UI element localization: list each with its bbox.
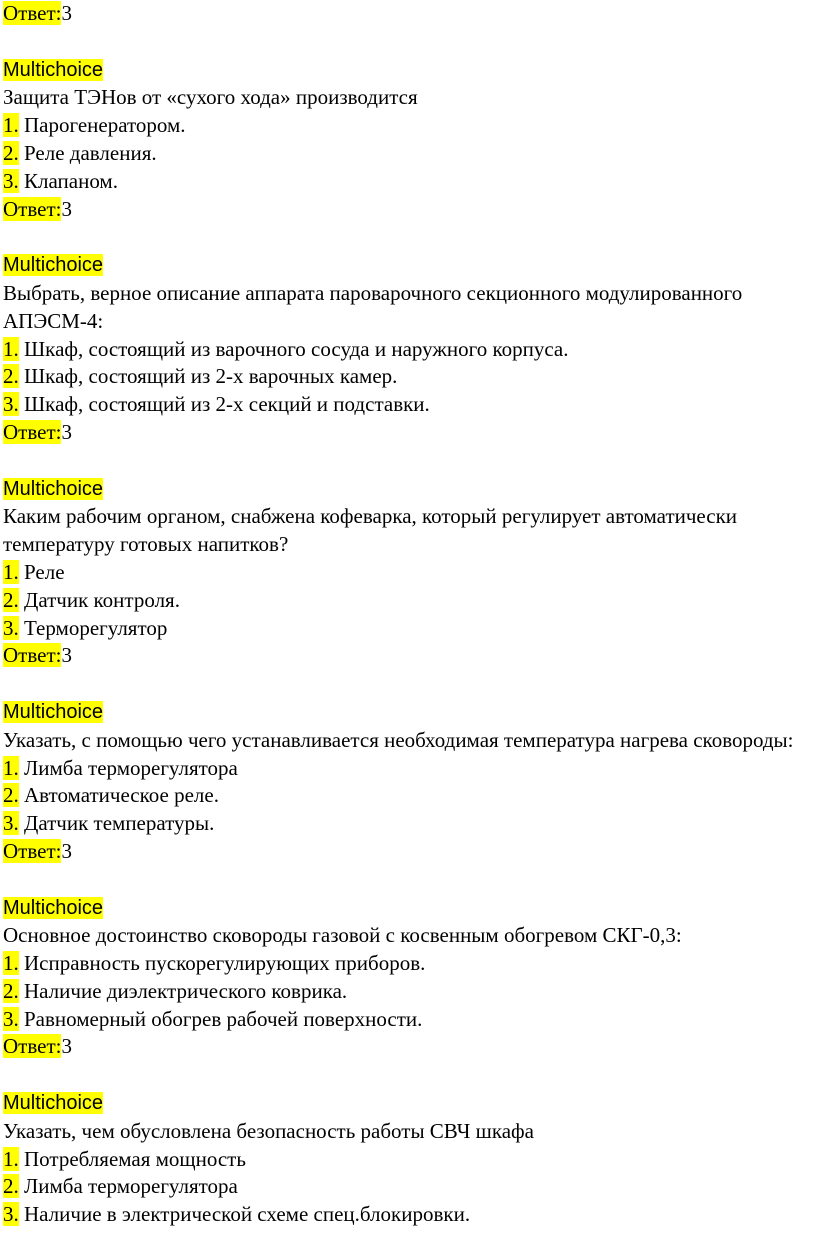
answer-label: Ответ: xyxy=(3,419,62,444)
option-item xyxy=(3,112,813,140)
option-text: Клапаном. xyxy=(18,168,118,193)
question-type-label: Multichoice xyxy=(3,1092,104,1115)
option-number: 1. xyxy=(3,336,19,361)
spacer xyxy=(3,28,813,56)
option-number: 2. xyxy=(3,783,19,808)
option-item xyxy=(3,363,813,391)
question-text: Защита ТЭНов от «сухого хода» производится xyxy=(3,85,418,110)
option-number: 2. xyxy=(3,364,19,389)
question-block xyxy=(3,894,813,1090)
option-item xyxy=(3,168,813,196)
answer-label: Ответ: xyxy=(3,643,62,668)
answer-value: 3 xyxy=(61,1034,72,1059)
question-type-label: Multichoice xyxy=(3,254,104,277)
answer-value: 3 xyxy=(61,643,72,668)
question-block xyxy=(3,698,813,894)
option-item xyxy=(3,1006,813,1034)
question-block xyxy=(3,475,813,698)
question-block xyxy=(3,251,813,474)
option-item xyxy=(3,140,813,168)
document-body xyxy=(3,0,813,1229)
spacer xyxy=(3,447,813,475)
spacer xyxy=(3,866,813,894)
option-item xyxy=(3,782,813,810)
question-text: Указать, чем обусловлена безопасность работы СВЧ шкафа xyxy=(3,1118,534,1143)
option-text: Лимба терморегулятора xyxy=(18,755,238,780)
option-number: 3. xyxy=(3,811,19,836)
option-number: 2. xyxy=(3,978,19,1003)
answer-value: 3 xyxy=(61,196,72,221)
question-type-label: Multichoice xyxy=(3,700,104,723)
question-text: Выбрать, верное описание аппарата пароварочного секционного модулированного АПЭСМ-4: xyxy=(3,280,743,333)
option-number: 1. xyxy=(3,113,19,138)
option-item xyxy=(3,336,813,364)
answer-line xyxy=(3,1033,813,1061)
option-item xyxy=(3,1173,813,1201)
question-text: Указать, с помощью чего устанавливается необходимая температура нагрева сковороды: xyxy=(3,727,794,752)
option-text: Датчик контроля. xyxy=(18,587,180,612)
answer-line xyxy=(3,419,813,447)
option-number: 3. xyxy=(3,615,19,640)
spacer xyxy=(3,1061,813,1089)
option-number: 3. xyxy=(3,168,19,193)
answer-value: 3 xyxy=(61,1,72,25)
option-number: 2. xyxy=(3,140,19,165)
option-text: Реле xyxy=(18,559,65,584)
answer-value: 3 xyxy=(61,838,72,863)
spacer xyxy=(3,670,813,698)
answer-line xyxy=(3,196,813,224)
option-number: 2. xyxy=(3,1174,19,1199)
option-number: 2. xyxy=(3,587,19,612)
option-item xyxy=(3,559,813,587)
answer-line xyxy=(3,0,813,28)
option-item xyxy=(3,950,813,978)
option-text: Потребляемая мощность xyxy=(18,1146,246,1171)
option-item xyxy=(3,810,813,838)
option-number: 1. xyxy=(3,951,19,976)
answer-value: 3 xyxy=(61,419,72,444)
question-text: Основное достоинство сковороды газовой с косвенным обогревом СКГ-0,3: xyxy=(3,923,682,948)
spacer xyxy=(3,223,813,251)
answer-label: Ответ: xyxy=(3,838,62,863)
answer-label: Ответ: xyxy=(3,1,62,25)
question-text: Каким рабочим органом, снабжена кофеварка, который регулирует автоматически температуру готовых напитков? xyxy=(3,504,738,557)
question-block xyxy=(3,56,813,252)
option-item xyxy=(3,615,813,643)
answer-line xyxy=(3,838,813,866)
answer-label: Ответ: xyxy=(3,1034,62,1059)
option-number: 1. xyxy=(3,559,19,584)
answer-label: Ответ: xyxy=(3,196,62,221)
option-text: Датчик температуры. xyxy=(18,811,215,836)
option-item xyxy=(3,755,813,783)
question-type-label: Multichoice xyxy=(3,477,104,500)
option-text: Наличие в электрической схеме спец.блокировки. xyxy=(18,1202,471,1227)
option-item xyxy=(3,587,813,615)
question-type-label: Multichoice xyxy=(3,58,104,81)
answer-line xyxy=(3,642,813,670)
option-text: Автоматическое реле. xyxy=(18,783,219,808)
option-text: Реле давления. xyxy=(18,140,157,165)
option-text: Наличие диэлектрического коврика. xyxy=(18,978,348,1003)
question-type-label: Multichoice xyxy=(3,896,104,919)
option-text: Равномерный обогрев рабочей поверхности. xyxy=(18,1006,423,1031)
option-number: 3. xyxy=(3,392,19,417)
option-text: Шкаф, состоящий из 2-х секций и подставки. xyxy=(18,392,430,417)
option-item xyxy=(3,978,813,1006)
option-item xyxy=(3,1146,813,1174)
option-item xyxy=(3,1201,813,1229)
option-text: Лимба терморегулятора xyxy=(18,1174,238,1199)
option-number: 3. xyxy=(3,1006,19,1031)
option-text: Терморегулятор xyxy=(18,615,168,640)
option-text: Парогенератором. xyxy=(18,113,186,138)
option-number: 1. xyxy=(3,755,19,780)
option-number: 3. xyxy=(3,1202,19,1227)
option-text: Исправность пускорегулирующих приборов. xyxy=(18,951,426,976)
option-text: Шкаф, состоящий из 2-х варочных камер. xyxy=(18,364,398,389)
option-number: 1. xyxy=(3,1146,19,1171)
option-item xyxy=(3,391,813,419)
question-block xyxy=(3,1089,813,1229)
option-text: Шкаф, состоящий из варочного сосуда и наружного корпуса. xyxy=(18,336,569,361)
